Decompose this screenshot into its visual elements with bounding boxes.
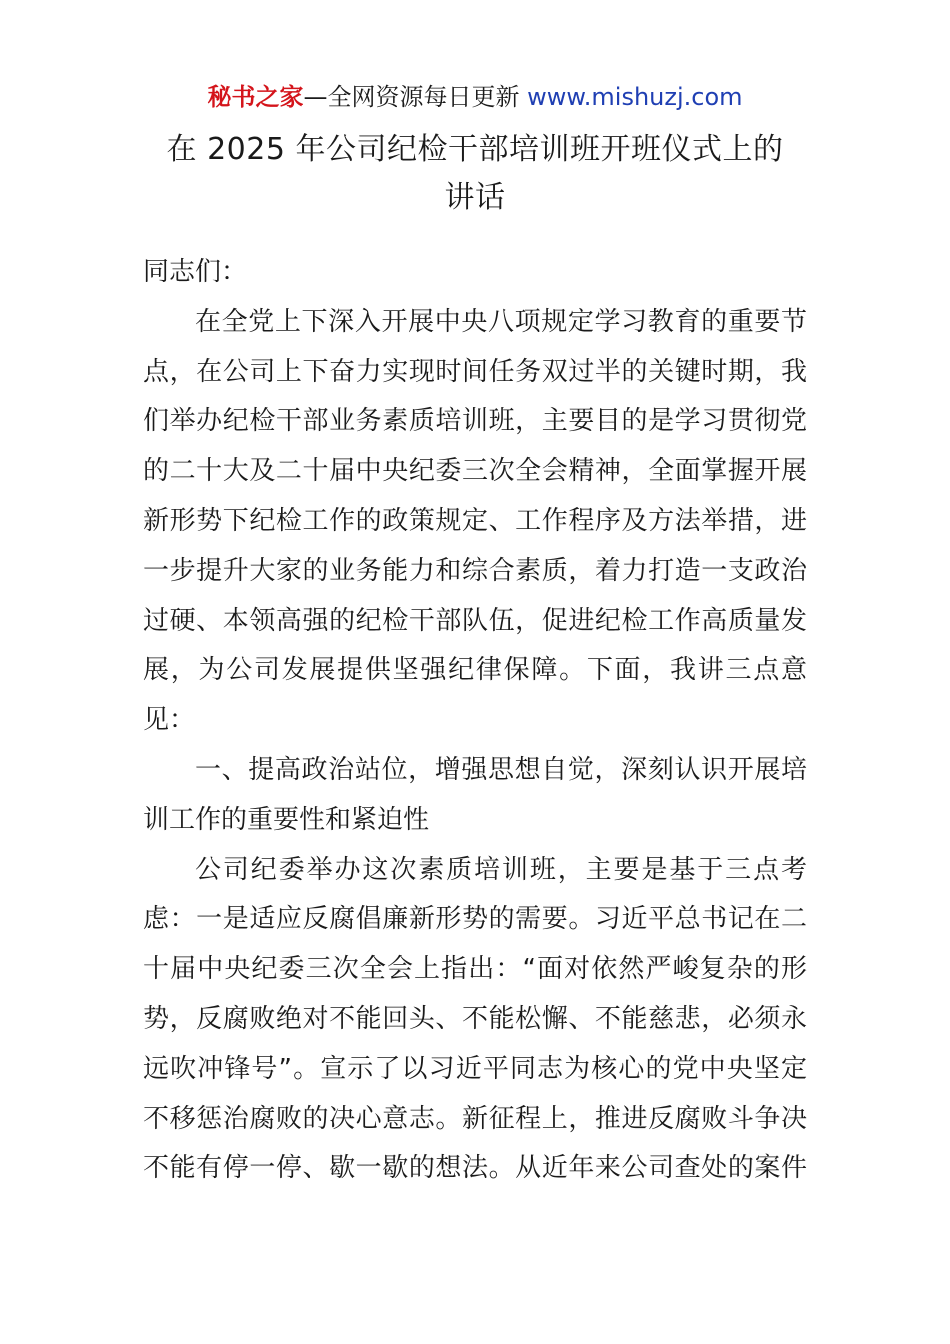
site-header [0, 80, 950, 114]
body-line: 们举办纪检干部业务素质培训班，主要目的是学习贯彻党 [143, 406, 807, 437]
body-line: 展，为公司发展提供坚强纪律保障。下面，我讲三点意 [143, 655, 807, 686]
body-line: 一、提高政治站位，增强思想自觉，深刻认识开展培 [195, 754, 807, 785]
body-line: 同志们： [143, 257, 248, 287]
body-line: 一步提升大家的业务能力和综合素质，着力打造一支政治 [143, 555, 807, 586]
site-tagline: —全网资源每日更新 [303, 83, 528, 111]
title-line-1: 在 2025 年公司纪检干部培训班开班仪式上的 [166, 132, 784, 167]
body-line: 不能有停一停、歇一歇的想法。从近年来公司查处的案件 [143, 1153, 807, 1184]
body-line: 不移惩治腐败的决心意志。新征程上，推进反腐败斗争决 [143, 1103, 807, 1134]
body-line: 十届中央纪委三次全会上指出：“面对依然严峻复杂的形 [143, 954, 807, 985]
body-line: 点，在公司上下奋力实现时间任务双过半的关键时期，我 [143, 356, 807, 387]
site-url-link[interactable]: www.mishuzj.com [527, 83, 743, 111]
brand-name: 秘书之家 [207, 83, 304, 111]
document-body [143, 248, 807, 1194]
body-line: 的二十大及二十届中央纪委三次全会精神，全面掌握开展 [143, 456, 807, 487]
body-line: 新形势下纪检工作的政策规定、工作程序及方法举措，进 [143, 505, 807, 536]
body-line: 在全党上下深入开展中央八项规定学习教育的重要节 [195, 306, 807, 337]
body-line: 过硬、本领高强的纪检干部队伍，促进纪检工作高质量发 [143, 605, 807, 636]
body-line: 虑：一是适应反腐倡廉新形势的需要。习近平总书记在二 [143, 904, 807, 935]
body-line: 见： [143, 705, 196, 736]
body-line: 远吹冲锋号”。宣示了以习近平同志为核心的党中央坚定 [143, 1053, 807, 1084]
title-line-2: 讲话 [444, 180, 506, 215]
body-line: 训工作的重要性和紧迫性 [143, 804, 430, 835]
document-title [100, 126, 850, 222]
body-line: 势，反腐败绝对不能回头、不能松懈、不能慈悲，必须永 [143, 1003, 807, 1034]
body-line: 公司纪委举办这次素质培训班，主要是基于三点考 [195, 854, 807, 885]
